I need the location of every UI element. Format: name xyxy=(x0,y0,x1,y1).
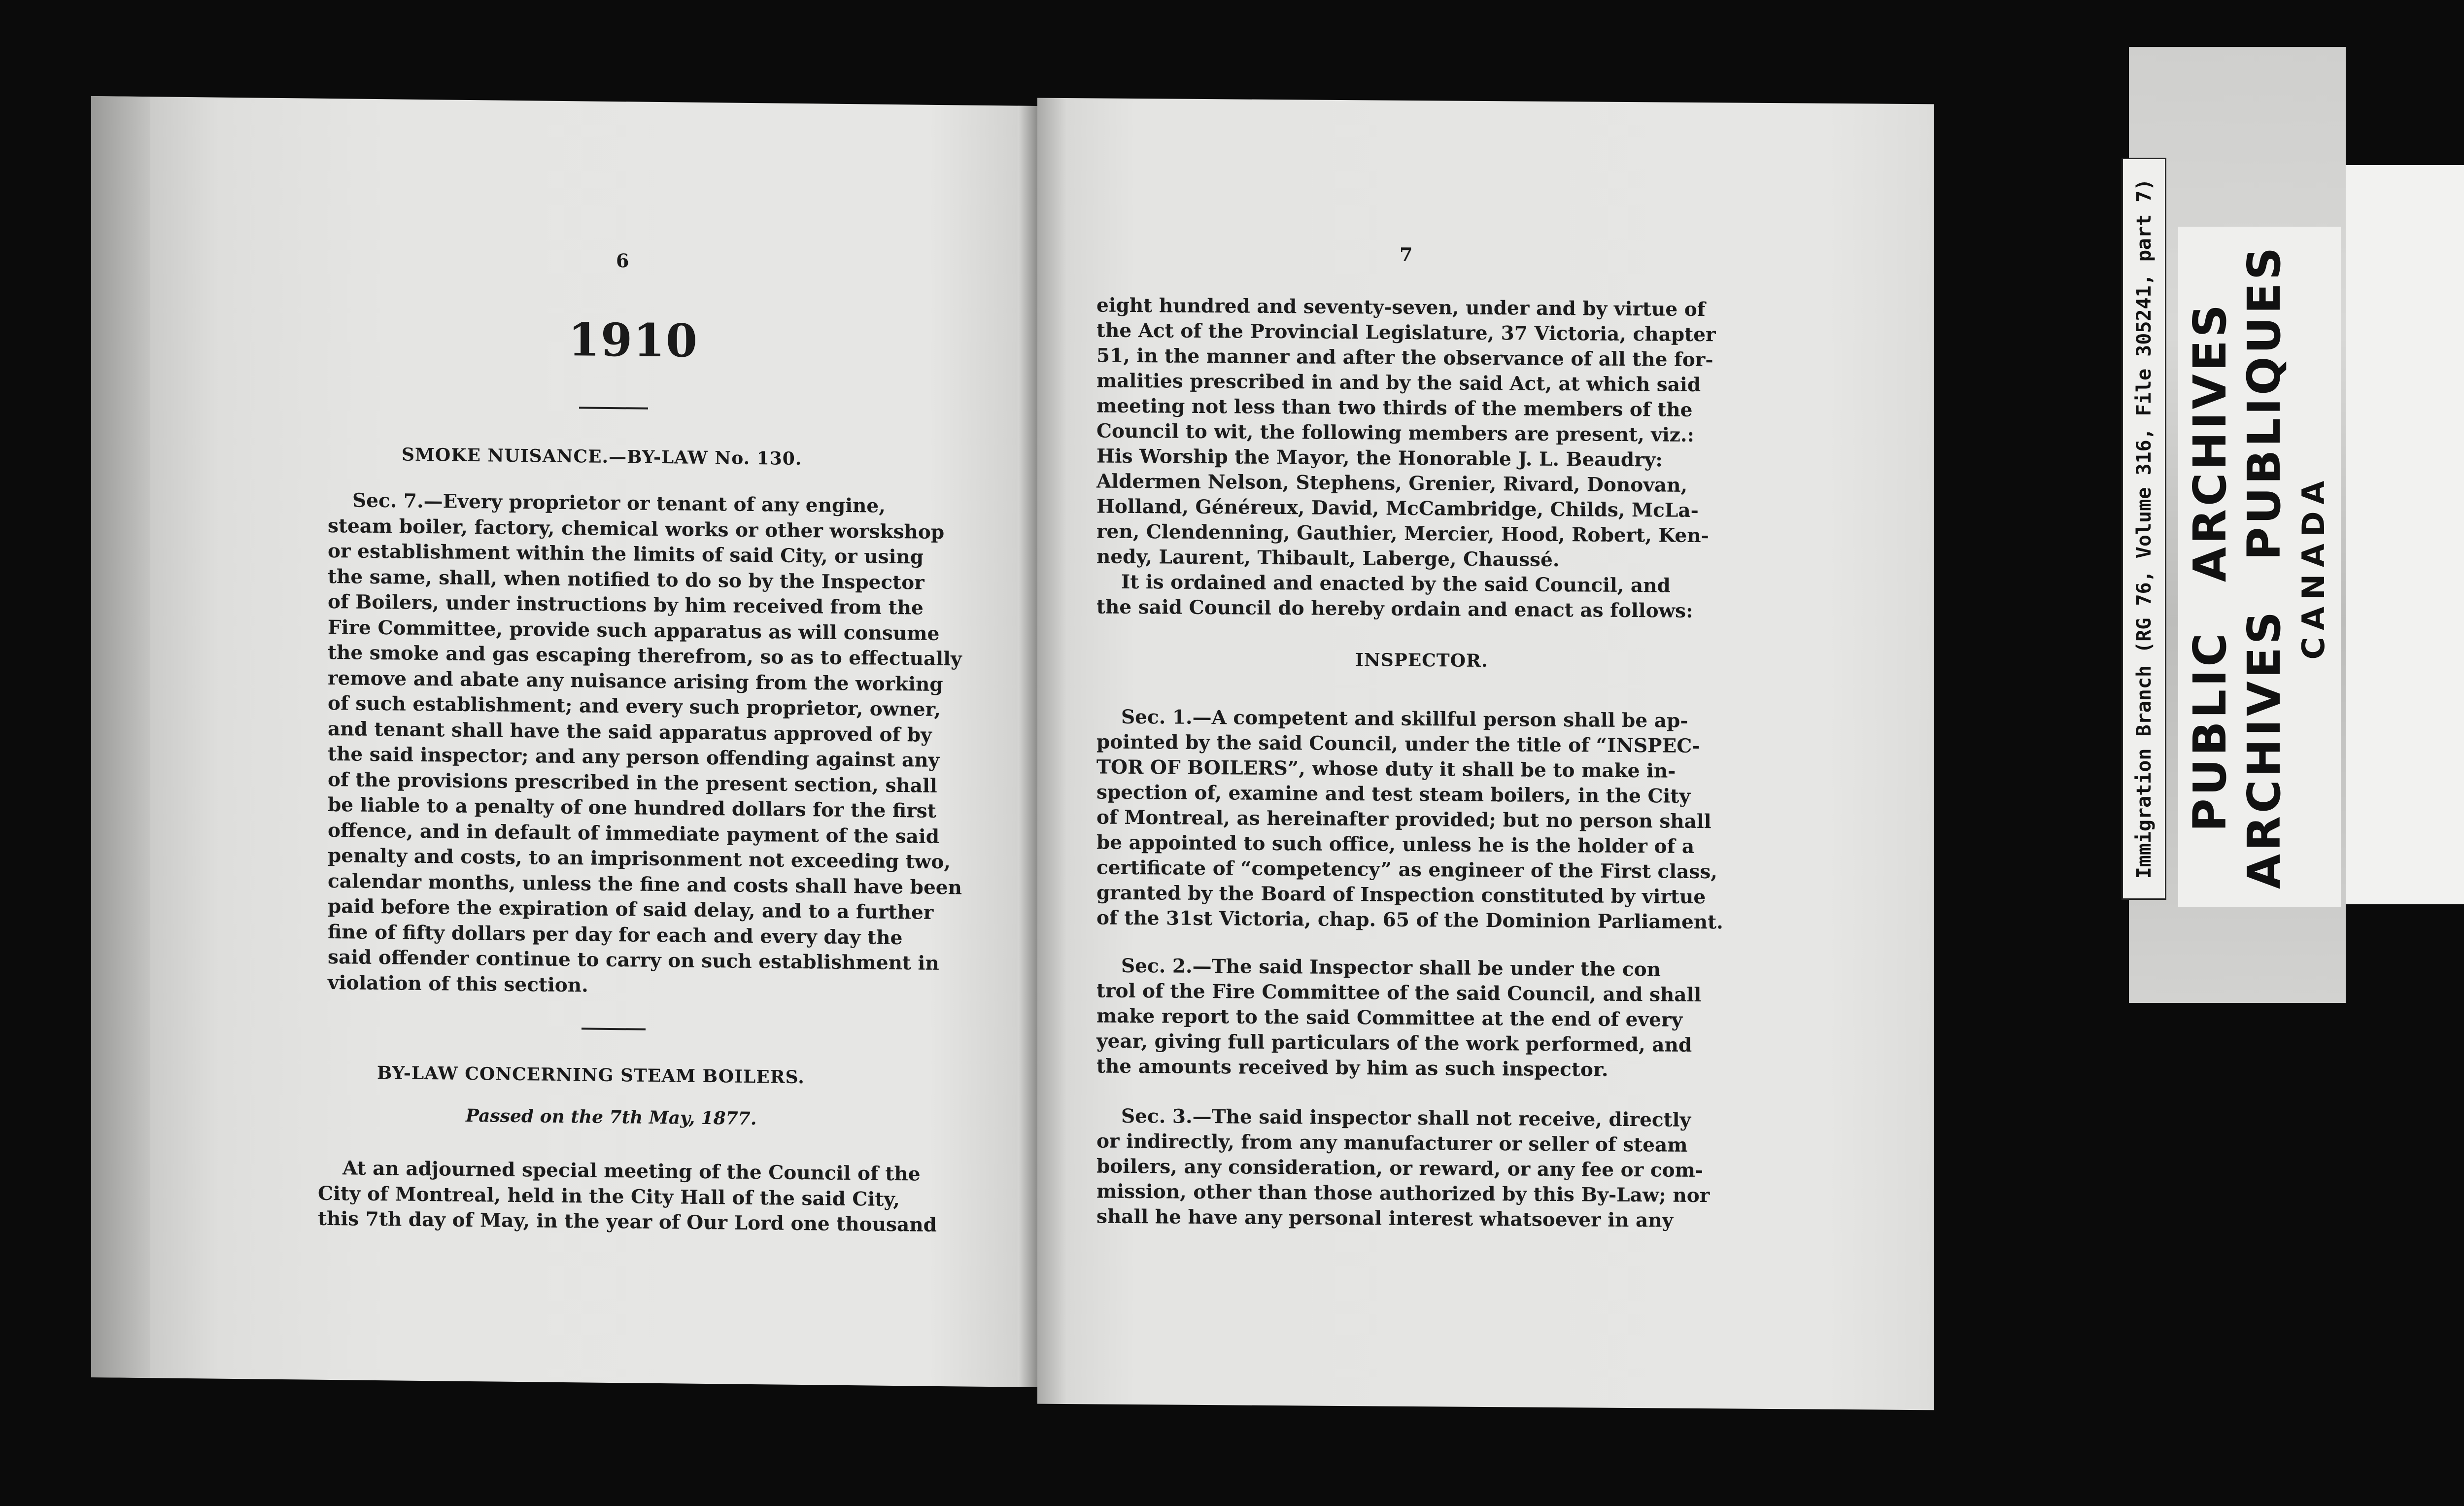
text-line: year, giving full particulars of the work performed, and xyxy=(1096,1029,1692,1057)
archive-stamp-card xyxy=(2178,227,2341,907)
text-line: boilers, any consideration, or reward, or any fee or com- xyxy=(1096,1155,1704,1182)
stamp-line-public-archives: PUBLIC ARCHIVES xyxy=(2184,302,2236,832)
stamp-line-canada: CANADA xyxy=(2295,474,2331,660)
text-line: At an adjourned special meeting of the Council of the xyxy=(342,1157,921,1186)
right-page xyxy=(1037,98,1934,1410)
text-line: Fire Committee, provide such apparatus as will consume xyxy=(328,616,940,645)
council-intro-text xyxy=(1037,98,1934,622)
text-line: offence, and in default of immediate payment of the said xyxy=(328,819,939,848)
text-line: meeting not less than two thirds of the members of the xyxy=(1096,394,1693,421)
section-heading-smoke-nuisance: SMOKE NUISANCE.—BY-LAW No. 130. xyxy=(402,444,802,470)
blank-card xyxy=(2346,165,2464,904)
text-line: calendar months, unless the fine and costs shall have been xyxy=(328,869,962,899)
text-line: steam boiler, factory, chemical works or other worskshop xyxy=(328,514,945,544)
archive-reference-text: Immigration Branch (RG 76, Volume 316, File 305241, part 7) xyxy=(2132,178,2156,879)
section-heading-inspector: INSPECTOR. xyxy=(1355,650,1488,672)
text-line: certificate of “competency” as engineer of the First class, xyxy=(1096,856,1717,884)
text-line: nedy, Laurent, Thibault, Laberge, Chaussé. xyxy=(1096,545,1560,572)
text-line: or indirectly, from any manufacturer or seller of steam xyxy=(1096,1130,1688,1157)
text-line: Council to wit, the following members are present, viz.: xyxy=(1096,419,1694,446)
text-line: shall he have any personal interest whatsoever in any xyxy=(1096,1205,1674,1232)
text-line: malities prescribed in and by the said Act, at which said xyxy=(1096,369,1701,397)
text-line: Sec. 7.—Every proprietor or tenant of any engine, xyxy=(352,489,886,517)
archive-stamp xyxy=(2183,244,2336,889)
text-line: of such establishment; and every such proprietor, owner, xyxy=(328,691,941,721)
text-line: Sec. 1.—A competent and skillful person shall be ap- xyxy=(1121,705,1688,732)
text-line: of Boilers, under instructions by him received from the xyxy=(328,590,924,619)
left-page-edge xyxy=(91,96,150,1378)
text-line: the same, shall, when notified to do so by the Inspector xyxy=(328,565,924,594)
text-line: and tenant shall have the said apparatus approved of by xyxy=(328,717,932,747)
text-line: the Act of the Provincial Legislature, 37 Victoria, chapter xyxy=(1096,319,1716,346)
text-line: said offender continue to carry on such establishment in xyxy=(328,945,939,975)
text-line: violation of this section. xyxy=(328,971,588,997)
text-line: the said inspector; and any person offending against any xyxy=(328,742,940,772)
text-line: of the 31st Victoria, chap. 65 of the Dominion Parliament. xyxy=(1096,906,1723,934)
text-line: City of Montreal, held in the City Hall of the said City, xyxy=(318,1182,900,1211)
text-line: granted by the Board of Inspection constituted by virtue xyxy=(1096,881,1706,909)
text-line: Sec. 2.—The said Inspector shall be under the con xyxy=(1121,954,1661,981)
text-line: Sec. 3.—The said inspector shall not receive, directly xyxy=(1121,1104,1691,1131)
text-line: His Worship the Mayor, the Honorable J. L. Beaudry: xyxy=(1096,445,1663,472)
text-line: 51, in the manner and after the observance of all the for- xyxy=(1096,344,1713,372)
text-line: this 7th day of May, in the year of Our Lord one thousand xyxy=(318,1207,937,1236)
text-line: ren, Clendenning, Gauthier, Mercier, Hood, Robert, Ken- xyxy=(1096,520,1709,548)
text-line: paid before the expiration of said delay, and to a further xyxy=(328,894,934,924)
open-book xyxy=(91,101,1934,1407)
text-line: remove and abate any nuisance arising from the working xyxy=(328,666,943,696)
text-line: the smoke and gas escaping therefrom, so as to effectually xyxy=(328,641,962,671)
page-number-right: 7 xyxy=(1400,243,1413,266)
passed-date-subheading: Passed on the 7th May, 1877. xyxy=(466,1105,757,1130)
section-rule xyxy=(582,1027,646,1030)
text-line: be liable to a penalty of one hundred dollars for the first xyxy=(328,793,936,822)
text-line: TOR OF BOILERS”, whose duty it shall be to make in- xyxy=(1096,755,1676,783)
left-page xyxy=(91,96,1037,1387)
text-line: eight hundred and seventy-seven, under and by virtue of xyxy=(1096,294,1706,321)
text-line: spection of, examine and test steam boilers, in the City xyxy=(1096,781,1690,808)
text-line: Aldermen Nelson, Stephens, Grenier, Rivard, Donovan, xyxy=(1096,470,1688,497)
stamp-line-archives-publiques: ARCHIVES PUBLIQUES xyxy=(2238,244,2291,890)
text-line: It is ordained and enacted by the said Council, and xyxy=(1121,570,1671,597)
text-line: trol of the Fire Committee of the said Council, and shall xyxy=(1096,979,1702,1007)
book-gutter xyxy=(1018,106,1037,1387)
title-rule xyxy=(579,407,648,409)
text-line: of the provisions prescribed in the present section, shall xyxy=(328,768,937,797)
text-line: fine of fifty dollars per day for each and every day the xyxy=(328,920,903,949)
text-line: Holland, Généreux, David, McCambridge, Childs, McLa- xyxy=(1096,495,1699,522)
text-line: be appointed to such office, unless he is the holder of a xyxy=(1096,831,1695,858)
section-heading-steam-boilers: BY-LAW CONCERNING STEAM BOILERS. xyxy=(377,1062,805,1088)
page-number-left: 6 xyxy=(616,249,629,272)
text-line: mission, other than those authorized by this By-Law; nor xyxy=(1096,1180,1710,1207)
text-line: penalty and costs, to an imprisonment not exceeding two, xyxy=(328,844,951,874)
text-line: the amounts received by him as such inspector. xyxy=(1096,1055,1608,1081)
text-line: the said Council do hereby ordain and enact as follows: xyxy=(1096,595,1693,622)
text-line: or establishment within the limits of said City, or using xyxy=(328,539,924,569)
text-line: of Montreal, as hereinafter provided; but no person shall xyxy=(1096,806,1711,833)
archive-reference-tag xyxy=(2122,158,2166,900)
text-line: pointed by the said Council, under the title of “INSPEC- xyxy=(1096,730,1700,758)
text-line: make report to the said Committee at the end of every xyxy=(1096,1004,1683,1031)
year-heading: 1910 xyxy=(568,313,699,368)
